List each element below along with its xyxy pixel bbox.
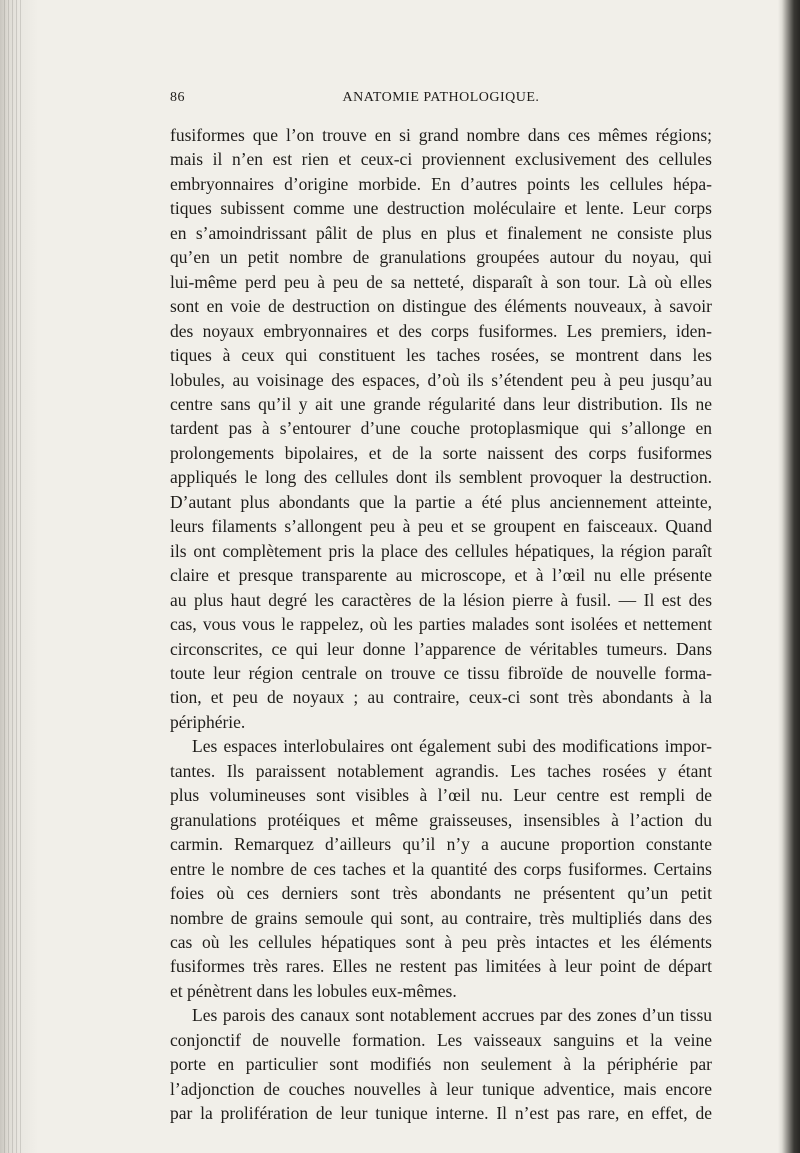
text-line: granulations protéiques et même graisseuses, insensibles à l’action du xyxy=(170,809,712,830)
text-line: périphérie. xyxy=(170,711,246,732)
text-line: sont en voie de destruction on distingue des éléments nouveaux, à savoir xyxy=(170,296,712,317)
text-line: au plus haut degré les caractères de la lésion pierre à fusil. — Il est des xyxy=(170,589,712,610)
text-line: tiques subissent comme une destruction moléculaire et lente. Leur corps xyxy=(170,198,712,219)
text-line: tion, et peu de noyaux ; au contraire, ceux-ci sont très abondants à la xyxy=(170,687,712,708)
scan-binding-lines xyxy=(4,0,24,1153)
paragraph xyxy=(170,734,712,1003)
paragraph xyxy=(170,1003,712,1125)
text-line: conjonctif de nouvelle formation. Les vaisseaux sanguins et la veine xyxy=(170,1029,712,1050)
text-line: carmin. Remarquez d’ailleurs qu’il n’y a aucune proportion constante xyxy=(170,834,712,855)
text-line: entre le nombre de ces taches et la quantité des corps fusiformes. Certains xyxy=(170,858,712,879)
scan-right-edge xyxy=(778,0,800,1153)
text-line: toute leur région centrale on trouve ce tissu fibroïde de nouvelle forma- xyxy=(170,662,712,683)
text-line: prolongements bipolaires, et de la sorte naissent des corps fusiformes xyxy=(170,442,712,463)
text-line: qu’en un petit nombre de granulations groupées autour du noyau, qui xyxy=(170,247,712,268)
book-page xyxy=(170,90,712,1126)
text-line: foies où ces derniers sont très abondants ne présentent qu’un petit xyxy=(170,883,712,904)
body-text xyxy=(170,123,712,1126)
text-line: tantes. Ils paraissent notablement agrandis. Les taches rosées y étant xyxy=(170,760,712,781)
text-line: embryonnaires d’origine morbide. En d’autres points les cellules hépa- xyxy=(170,173,712,194)
paragraph xyxy=(170,123,712,734)
text-line: claire et presque transparente au microscope, et à l’œil nu elle présente xyxy=(170,565,712,586)
text-line: Les espaces interlobulaires ont également subi des modifications impor- xyxy=(192,736,712,757)
text-line: cas où les cellules hépatiques sont à peu près intactes et les éléments xyxy=(170,931,712,952)
text-line: par la prolifération de leur tunique interne. Il n’est pas rare, en effet, de xyxy=(170,1103,712,1124)
text-line: circonscrites, ce qui leur donne l’apparence de véritables tumeurs. Dans xyxy=(170,638,712,659)
text-line: lui-même perd peu à peu de sa netteté, disparaît à son tour. Là où elles xyxy=(170,271,712,292)
text-line: nombre de grains semoule qui sont, au contraire, très multipliés dans des xyxy=(170,907,712,928)
text-line: appliqués le long des cellules dont ils semblent provoquer la destruction. xyxy=(170,467,712,488)
text-line: Les parois des canaux sont notablement accrues par des zones d’un tissu xyxy=(192,1005,712,1026)
text-line: leurs filaments s’allongent peu à peu et se groupent en faisceaux. Quand xyxy=(170,516,712,537)
text-line: D’autant plus abondants que la partie a été plus anciennement atteinte, xyxy=(170,491,712,512)
text-line: l’adjonction de couches nouvelles à leur tunique adventice, mais encore xyxy=(170,1078,712,1099)
page-header xyxy=(170,90,712,112)
text-line: fusiformes très rares. Elles ne restent pas limitées à leur point de départ xyxy=(170,956,712,977)
text-line: ils ont complètement pris la place des cellules hépatiques, la région paraît xyxy=(170,540,712,561)
text-line: en s’amoindrissant pâlit de plus en plus et finalement ne consiste plus xyxy=(170,222,712,243)
text-line: fusiformes que l’on trouve en si grand nombre dans ces mêmes régions; xyxy=(170,125,712,145)
text-line: plus volumineuses sont visibles à l’œil nu. Leur centre est rempli de xyxy=(170,785,712,806)
text-line: tardent pas à s’entourer d’une couche protoplasmique qui s’allonge en xyxy=(170,418,712,439)
text-line: des noyaux embryonnaires et des corps fusiformes. Les premiers, iden- xyxy=(170,320,712,341)
text-line: porte en particulier sont modifiés non seulement à la périphérie par xyxy=(170,1054,712,1075)
text-line: mais il n’en est rien et ceux-ci proviennent exclusivement des cellules xyxy=(170,149,712,170)
text-line: lobules, au voisinage des espaces, d’où ils s’étendent peu à peu jusqu’au xyxy=(170,369,712,390)
text-line: et pénètrent dans les lobules eux-mêmes. xyxy=(170,980,457,1001)
text-line: centre sans qu’il y ait une grande régularité dans leur distribution. Ils ne xyxy=(170,393,712,414)
running-title: ANATOMIE PATHOLOGIQUE. xyxy=(342,90,540,105)
page-number: 86 xyxy=(170,90,185,105)
text-line: cas, vous vous le rappelez, où les parties malades sont isolées et nettement xyxy=(170,614,712,635)
text-line: tiques à ceux qui constituent les taches rosées, se montrent dans les xyxy=(170,345,712,366)
